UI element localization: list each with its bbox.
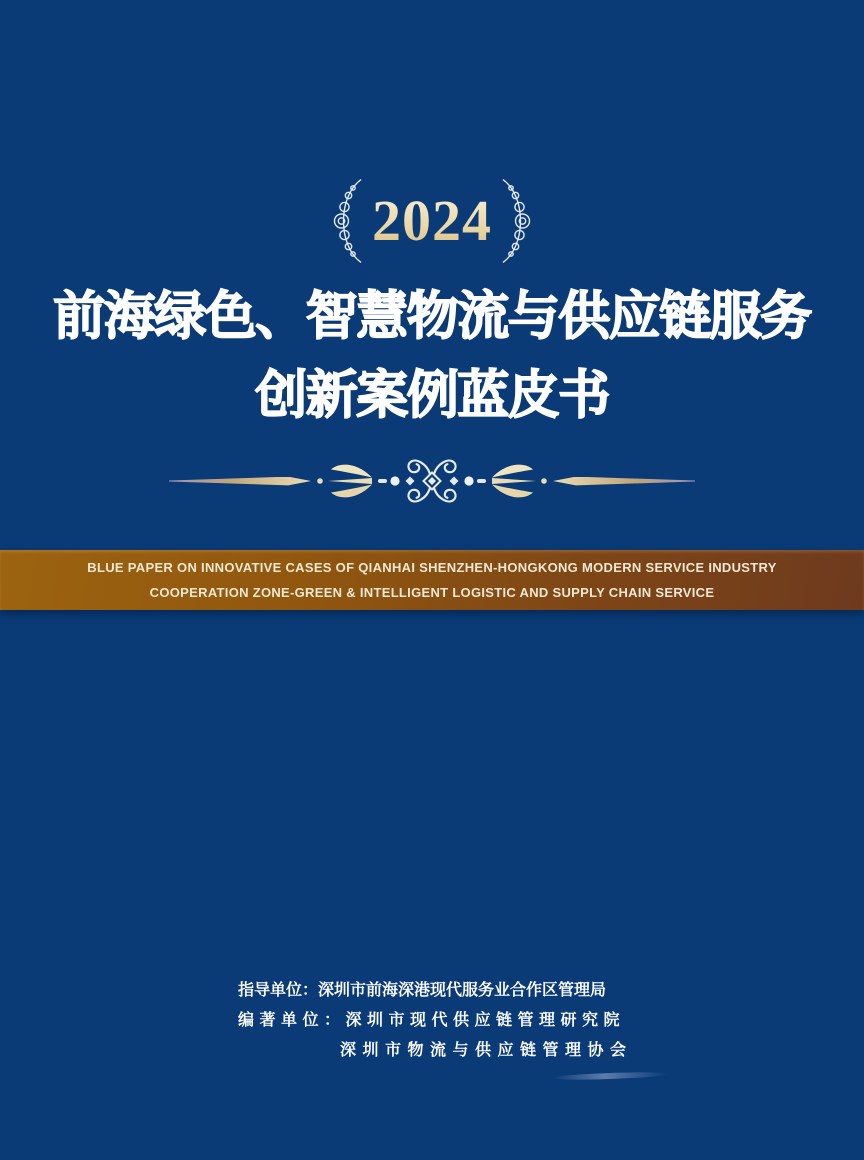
credit-value: 深圳市现代供应链管理研究院 <box>345 1012 626 1029</box>
filigree-bracket-left-icon <box>328 178 362 264</box>
year-text: 2024 <box>372 178 492 264</box>
credit-line-author <box>238 1006 632 1036</box>
credit-value: 深圳市前海深港现代服务业合作区管理局 <box>318 982 607 999</box>
credit-label: 指导单位： <box>238 982 319 999</box>
credit-value: 深圳市物流与供应链管理协会 <box>339 1042 633 1059</box>
year-row <box>0 178 864 264</box>
credit-label: 编著单位： <box>238 1012 346 1029</box>
credit-line-guidance <box>238 976 626 1006</box>
ornamental-divider <box>0 452 864 510</box>
banner-line-1: BLUE PAPER ON INNOVATIVE CASES OF QIANHAI SHENZHEN-HONGKONG MODERN SERVICE INDUSTRY <box>87 560 777 575</box>
light-streak <box>552 1071 668 1081</box>
credit-line-author-2 <box>238 1036 633 1066</box>
divider-flourish-icon <box>316 453 548 509</box>
title-line-1: 前海绿色、智慧物流与供应链服务 <box>53 288 811 346</box>
english-subtitle-banner <box>0 550 864 610</box>
credits-block <box>238 976 633 1066</box>
title-line-2: 创新案例蓝皮书 <box>255 367 609 425</box>
filigree-bracket-right-icon <box>502 178 536 264</box>
divider-line-left <box>169 477 311 486</box>
banner-line-2: COOPERATION ZONE-GREEN & INTELLIGENT LOGISTIC AND SUPPLY CHAIN SERVICE <box>149 585 715 600</box>
divider-line-right <box>553 477 695 486</box>
